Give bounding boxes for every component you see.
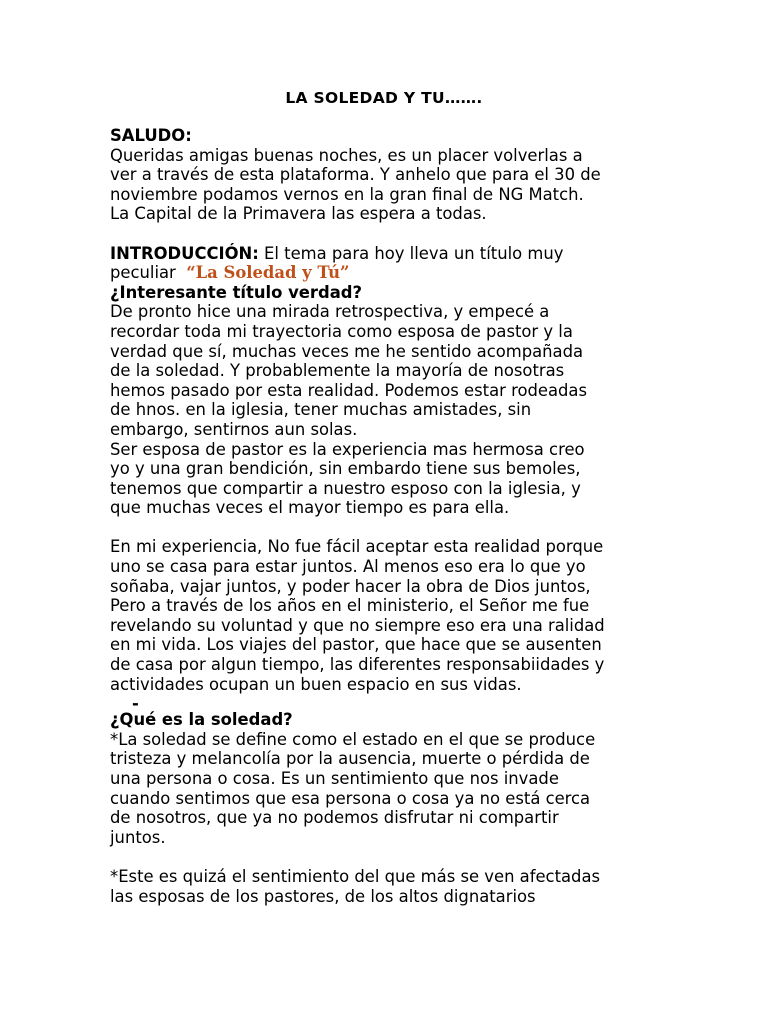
introduccion-line: embargo, sentirnos aun solas. [110,419,358,439]
saludo-line: ver a través de esta plataforma. Y anhelo que para el 30 de [110,165,601,185]
introduccion-line: recordar toda mi trayectoria como esposa de pastor y la [110,321,573,341]
experiencia-section [110,537,670,714]
soledad-line: juntos. [110,827,166,847]
soledad-line: tristeza y melancolía por la ausencia, muerte o pérdida de [110,749,590,769]
soledad-heading: ¿Qué es la soledad? [110,710,293,730]
introduccion-line: hemos pasado por esta realidad. Podemos estar rodeadas [110,380,587,400]
experiencia-line: en mi vida. Los viajes del pastor, que hace que se ausenten [110,635,602,655]
introduccion-line: que muchas veces el mayor tiempo es para ella. [110,498,510,518]
saludo-line: La Capital de la Primavera las espera a todas. [110,204,487,224]
introduccion-second-line [110,263,670,283]
experiencia-line: actividades ocupan un buen espacio en sus vidas. [110,674,522,694]
soledad-line: una persona o cosa. Es un sentimiento que nos invade [110,769,559,788]
experiencia-line: soñaba, vajar juntos, y poder hacer la obra de Dios juntos, [110,576,591,596]
paragraph-gap [110,518,670,538]
introduccion-subheading: ¿Interesante título verdad? [110,282,363,302]
topic-quote: “La Soledad y Tú” [186,263,350,283]
introduccion-line: de hnos. en la iglesia, tener muchas amistades, sin [110,400,532,420]
paragraph-gap [110,847,670,867]
experiencia-line: de casa por algun tiempo, las diferentes responsabiidades y [110,655,605,675]
introduccion-line: Ser esposa de pastor es la experiencia mas hermosa creo [110,439,585,459]
paragraph-gap [110,224,670,244]
introduccion-line: verdad que sí, muchas veces me he sentido acompañada [110,341,584,361]
soledad-line: las esposas de los pastores, de los altos dignatarios [110,886,536,906]
saludo-section [110,126,670,224]
saludo-heading: SALUDO: [110,126,192,145]
introduccion-line-rest: El tema para hoy lleva un título muy [258,243,564,263]
introduccion-line-start: peculiar [110,263,187,283]
experiencia-line: En mi experiencia, No fue fácil aceptar esta realidad porque [110,537,604,557]
soledad-line: cuando sentimos que esa persona o cosa ya no está cerca [110,788,591,808]
introduccion-line: tenemos que compartir a nuestro esposo con la iglesia, y [110,478,581,498]
saludo-line: Queridas amigas buenas noches, es un placer volverlas a [110,145,583,165]
soledad-line: de nosotros, que ya no podemos disfrutar ni compartir [110,808,559,828]
soledad-line: *La soledad se define como el estado en el que se produce [110,729,596,749]
list-bullet-dash: - [132,694,139,714]
introduccion-line: de la soledad. Y probablemente la mayoría de nosotras [110,361,565,381]
soledad-section [110,710,670,906]
introduccion-first-line [110,244,670,264]
soledad-line: *Este es quizá el sentimiento del que más se ven afectadas [110,866,601,886]
introduccion-line: De pronto hice una mirada retrospectiva, y empecé a [110,302,550,322]
introduccion-section [110,244,670,518]
saludo-line: noviembre podamos vernos en la gran final de NG Match. [110,184,584,204]
document-title: LA SOLEDAD Y TU……. [285,89,483,107]
document-body [110,126,670,906]
experiencia-line: uno se casa para estar juntos. Al menos eso era lo que yo [110,557,586,577]
experiencia-line: Pero a través de los años en el ministerio, el Señor me fue [110,596,590,616]
introduccion-line: yo y una gran bendición, sin embardo tiene sus bemoles, [110,459,581,479]
introduccion-heading: INTRODUCCIÓN: [110,243,259,263]
experiencia-line: revelando su voluntad y que no siempre eso era una ralidad [110,615,605,635]
